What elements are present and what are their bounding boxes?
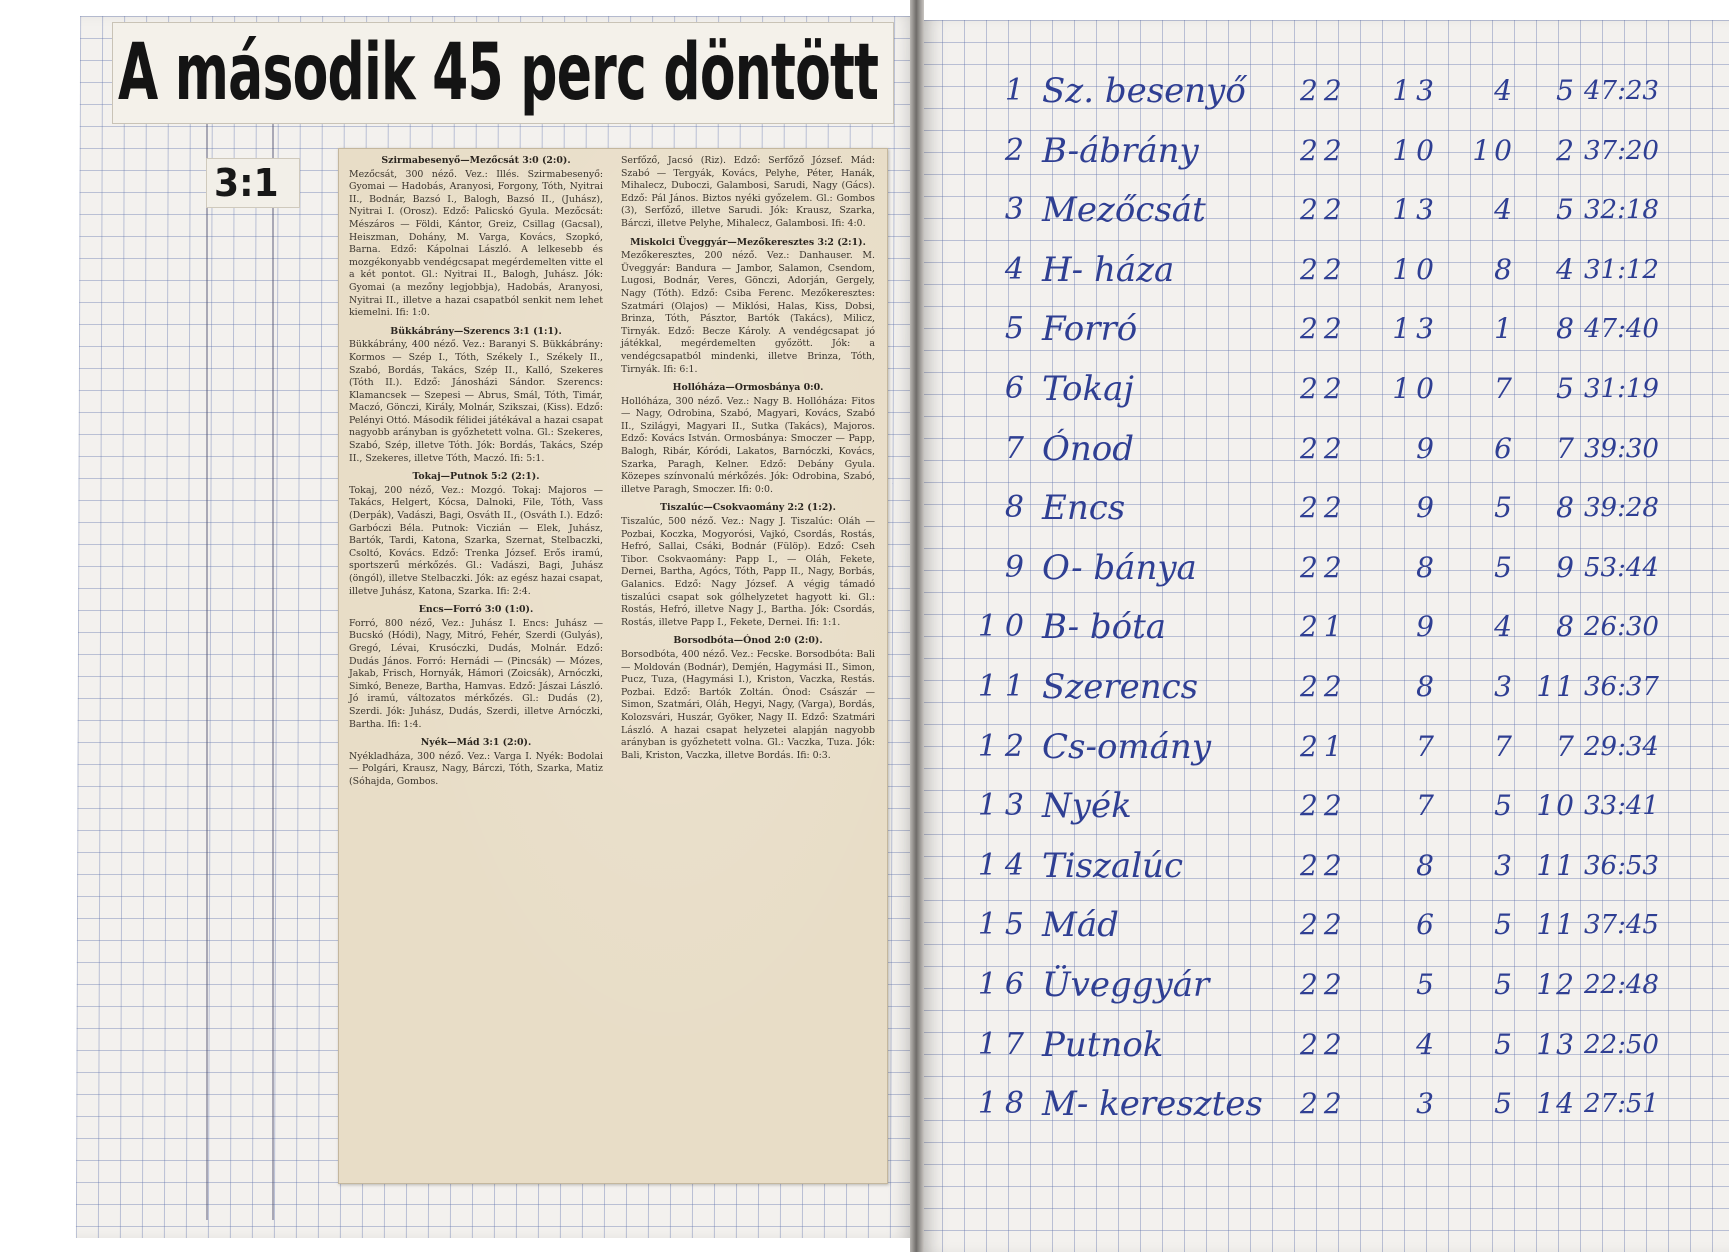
position-number: 3	[1004, 192, 1032, 228]
match-report-text: Mezőkeresztes, 200 néző. Vez.: Danhauser. M. Üveggyár: Bandura — Jambor, Salamon, Csendom, Lugosi, Bodnár, Veres, Gönczi, Adorján, Gergely, Nagy (Tóth). Edző: Csiba Ferenc. Mezőkeresztes: Szatmári (Olajos) — Miklósi, Halas, Kiss, Dobsi, Brinza, Tóth, Pásztor, Bartók (Takács), Milicz, Tirnyák. Edző: Becze Károly. A vendégcsapat jó játékkal, megérdemelten győzött. Jók: a vendégcsapatból mindenki, illetve Brinza, Tóth, Tirnyák. Ifi: 6:1.	[621, 250, 875, 375]
games-played: 22	[1300, 74, 1348, 107]
team-name: Ónod	[1042, 428, 1135, 469]
goal-ratio: 29:34	[1584, 731, 1659, 762]
headline: A második 45 perc döntött	[118, 28, 879, 118]
goal-ratio: 22:48	[1584, 970, 1659, 1000]
standings-row	[960, 122, 1729, 180]
wins-count: 5	[1416, 968, 1440, 1001]
team-name: Sz. besenyő	[1042, 71, 1246, 111]
match-report	[349, 737, 603, 788]
match-report	[621, 382, 875, 496]
losses-count: 11	[1536, 670, 1576, 703]
newspaper-clipping	[338, 148, 888, 1184]
wins-count: 8	[1416, 550, 1440, 584]
match-report-text: Serfőző, Jacsó (Riz). Edző: Serfőző József. Mád: Szabó — Tergyák, Kovács, Pelyhe, Péter, Hanák, Mihalecz, Duboczi, Galambosi, Sarudi, Nagy (Gács). Edző: Pál János. Biztos nyéki győzelem. Gl.: Gombos (3), Serfőző, illetve Sarudi. Jók: Krausz, Szarka, Bárczi, illetve Pelyhe, Mihalecz, Galambosi. Ifi: 4:0.	[621, 155, 875, 229]
wins-count: 9	[1416, 610, 1440, 644]
goal-ratio: 31:19	[1584, 374, 1659, 404]
wins-count: 13	[1392, 312, 1440, 346]
wins-count: 3	[1416, 1087, 1440, 1121]
losses-count: 10	[1536, 789, 1576, 823]
goal-ratio: 32:18	[1584, 195, 1659, 226]
standings-row	[960, 539, 1729, 597]
match-report-text: Tokaj, 200 néző, Vez.: Mozgó. Tokaj: Majoros — Takács, Helgert, Kócsa, Dalnoki, File, Tóth, Vass (Derpák), Vadászi, Bagi, Osváth II., (Osváth I.). Edző: Garbóczi Béla. Putnok: Viczián — Elek, Juhász, Bartók, Tardi, Katona, Szarka, Szernat, Stelbaczki, Csoltó, Kovács. Edző: Trenka József. Erős iramú, sportszerű mérkőzés. Gl.: Vadászi, Bagi, Juhász (öngól), illetve Stelbaczki. Jók: az egész hazai csapat, illetve Juhász, Katona, Szarka. Ifi: 2:4.	[349, 484, 603, 597]
match-report	[621, 502, 875, 629]
match-report-heading: Bükkábrány—Szerencs 3:1 (1:1).	[390, 325, 562, 337]
losses-count: 8	[1556, 610, 1576, 644]
match-report	[349, 155, 603, 320]
goal-ratio: 36:37	[1584, 672, 1659, 702]
goal-ratio: 53:44	[1584, 552, 1659, 583]
notebook-spine	[910, 0, 924, 1252]
losses-count: 7	[1556, 729, 1576, 763]
losses-count: 8	[1556, 312, 1576, 346]
team-name: Szerencs	[1042, 667, 1199, 707]
draws-count: 4	[1494, 610, 1516, 644]
wins-count: 7	[1416, 729, 1440, 763]
position-number: 14	[977, 847, 1032, 883]
losses-count: 2	[1556, 133, 1576, 167]
draws-count: 10	[1472, 133, 1516, 167]
goal-ratio: 47:23	[1584, 76, 1659, 106]
team-name: Tokaj	[1042, 369, 1134, 409]
goal-ratio: 27:51	[1584, 1089, 1659, 1120]
position-number: 15	[977, 907, 1032, 943]
losses-count: 11	[1536, 908, 1576, 942]
draws-count: 5	[1494, 1027, 1516, 1061]
team-name: Forró	[1042, 309, 1138, 350]
team-name: Mezőcsát	[1042, 190, 1206, 231]
wins-count: 9	[1416, 491, 1440, 525]
team-name: Üveggyár	[1042, 965, 1210, 1005]
position-number: 6	[1004, 371, 1032, 406]
standings-row	[960, 1016, 1729, 1074]
losses-count: 4	[1556, 252, 1576, 286]
standings-row	[960, 598, 1729, 656]
match-report-heading: Encs—Forró 3:0 (1:0).	[418, 604, 534, 616]
goal-ratio: 47:40	[1584, 314, 1659, 345]
games-played: 22	[1300, 491, 1348, 525]
score-label: 3:1	[214, 161, 279, 205]
match-report	[621, 635, 875, 762]
match-report-text: Bükkábrány, 400 néző. Vez.: Baranyi S. Bükkábrány: Kormos — Szép I., Tóth, Székely I., Székely II., Szabó, Bordás, Takács, Szép II., Kalló, Szekeres (Tóth II.). Edző: Jánosházi Sándor. Szerencs: Klamancsek — Szepesi — Abrus, Smál, Tóth, Timár, Maczó, Gönczi, Király, Molnár, Szikszai, (Kiss). Edző: Pelényi Ottó. Második félidei játékával a hazai csapat nagyobb arányban is győzhetett volna. Gl.: Szekeres, Szabó, Szép, illetve Tóth. Jók: Bordás, Takács, Szép II., Szekeres, illetve Tóth, Maczó. Ifi: 5:1.	[349, 339, 603, 464]
draws-count: 8	[1494, 252, 1516, 286]
wins-count: 13	[1392, 193, 1440, 227]
losses-count: 8	[1556, 491, 1576, 525]
match-report-text: Borsodbóta, 400 néző. Vez.: Fecske. Borsodbóta: Bali — Moldován (Bodnár), Demjén, Hagymási II., Simon, Pucz, Tuza, (Hagymási I.), Kriston, Vaczka, Restás. Pozbai. Edző: Bartók Zoltán. Ónod: Császár — Simon, Szatmári, Oláh, Hegyi, Nagy, (Varga), Bordás, Kolozsvári, Huszár, Gyöker, Nagy II. Edző: Szatmári László. A hazai csapat helyzetei alapján nagyobb arányban is győzhetett volna. Gl.: Vaczka, Tuza. Jók: Bali, Kriston, Vaczka, illetve Bordás. Ifi: 0:3.	[621, 648, 875, 761]
losses-count: 5	[1556, 193, 1576, 227]
match-report-text: Nyékladháza, 300 néző. Vez.: Varga I. Nyék: Bodolai — Polgári, Krausz, Nagy, Bárczi, Tóth, Szarka, Matiz (Sóhajda, Gombos.	[349, 750, 603, 787]
position-number: 4	[1004, 251, 1032, 287]
games-played: 22	[1300, 968, 1348, 1001]
standings-row	[960, 718, 1729, 776]
team-name: Tiszalúc	[1042, 845, 1183, 886]
match-report-heading: Borsodbóta—Ónod 2:0 (2:0).	[673, 635, 823, 647]
position-number: 8	[1004, 490, 1032, 526]
draws-count: 7	[1494, 729, 1516, 763]
standings-row	[960, 420, 1729, 478]
team-name: B- bóta	[1042, 607, 1167, 648]
standings-row	[960, 360, 1729, 418]
position-number: 12	[977, 728, 1032, 764]
standings-row	[960, 896, 1729, 954]
draws-count: 7	[1494, 372, 1516, 405]
games-played: 22	[1300, 789, 1348, 823]
match-report-text: Hollóháza, 300 néző. Vez.: Nagy B. Hollóháza: Fitos — Nagy, Odrobina, Szabó, Magyari, Kovács, Szabó II., Szilágyi, Magyari II., Sutka (Takács), Majoros. Edző: Kovács István. Ormosbánya: Smoczer — Papp, Balogh, Ribár, Kóródi, Lakatos, Barnóczki, Kovács, Szarka, Paragh, Kelner. Edző: Debány Gyula. Közepes színvonalú mérkőzés. Jók: Odrobina, Szabó, illetve Paragh, Smoczer. Ifi: 0:0.	[621, 395, 875, 495]
wins-count: 9	[1416, 431, 1440, 465]
match-report-heading: Szirmabesenyő—Mezőcsát 3:0 (2:0).	[381, 155, 571, 166]
draws-count: 3	[1494, 670, 1516, 703]
games-played: 22	[1300, 848, 1348, 882]
match-report	[621, 155, 875, 231]
losses-count: 9	[1556, 550, 1576, 584]
team-name: Nyék	[1042, 786, 1132, 827]
games-played: 22	[1300, 550, 1348, 584]
team-name: H- háza	[1042, 249, 1175, 290]
match-report	[349, 471, 603, 598]
match-report-text: Tiszalúc, 500 néző. Vez.: Nagy J. Tiszalúc: Oláh — Pozbai, Koczka, Mogyorósi, Vajkó, Csordás, Rostás, Hefró, Sallai, Csáki, Bodnár (Fülöp). Edző: Cseh Tibor. Csokvaomány: Papp I., — Oláh, Fekete, Dernei, Bartha, Agócs, Tóth, Papp II., Nagy, Borbás, Galanics. Edző: Nagy József. A végig támadó tiszalúci csapat sok gólhelyzetet hagyott ki. Gl.: Rostás, Hefró, illetve Nagy J., Bartha. Jók: Csordás, Rostás, illetve Papp I., Fekete, Dernei. Ifi: 1:1.	[621, 516, 875, 628]
position-number: 18	[977, 1086, 1032, 1122]
standings-row	[960, 479, 1729, 537]
wins-count: 10	[1392, 133, 1440, 167]
match-report-text: Mezőcsát, 300 néző. Vez.: Illés. Szirmabesenyő: Gyomai — Hadobás, Aranyosi, Forgony, Tóth, Nyitrai II., Bodnár, Bazsó I., Balogh, Bazsó II., (Juhász), Nyitrai I. (Orosz). Edző: Palicskó Gyula. Mezőcsát: Mészáros — Földi, Kántor, Greiz, Csillag (Gacsal), Heiszman, Dohány, M. Varga, Kovács, Szopkó, Barna. Edző: Kápolnai László. A lelkesebb és mozgékonyabb vendégcsapat megérdemelten vitte el a két pontot. Gl.: Nyitrai II., Balogh, Juhász. Jók: Gyomai (a mezőny legjobbja), Hadobás, Aranyosi, Nyitrai II., illetve a hazai csapatból senkit nem lehet kiemelni. Ifi: 1:0.	[349, 168, 603, 319]
standings-row	[960, 62, 1729, 120]
position-number: 5	[1004, 311, 1032, 347]
goal-ratio: 31:12	[1584, 254, 1659, 285]
games-played: 22	[1300, 312, 1348, 346]
standings-row	[960, 300, 1729, 358]
wins-count: 6	[1416, 908, 1440, 942]
standings-row	[960, 956, 1729, 1014]
games-played: 22	[1300, 431, 1348, 465]
wins-count: 4	[1416, 1027, 1440, 1061]
games-played: 22	[1300, 133, 1348, 167]
losses-count: 11	[1536, 848, 1576, 882]
draws-count: 4	[1494, 193, 1516, 227]
position-number: 16	[977, 967, 1032, 1002]
losses-count: 14	[1536, 1087, 1576, 1121]
draws-count: 3	[1494, 848, 1516, 882]
match-report-heading: Nyék—Mád 3:1 (2:0).	[420, 737, 532, 749]
position-number: 7	[1004, 430, 1032, 466]
wins-count: 8	[1416, 670, 1440, 703]
goal-ratio: 37:45	[1584, 910, 1659, 941]
wins-count: 10	[1392, 252, 1440, 286]
standings-row	[960, 777, 1729, 835]
games-played: 21	[1300, 610, 1348, 644]
games-played: 22	[1300, 670, 1348, 703]
match-report-heading: Miskolci Üveggyár—Mezőkeresztes 3:2 (2:1).	[630, 236, 866, 248]
draws-count: 5	[1494, 1087, 1516, 1121]
draws-count: 5	[1494, 491, 1516, 525]
match-report	[621, 237, 875, 377]
goal-ratio: 39:28	[1584, 493, 1659, 524]
margin-line	[272, 120, 274, 1220]
losses-count: 7	[1556, 431, 1576, 465]
position-number: 17	[977, 1026, 1032, 1062]
team-name: Cs-omány	[1042, 726, 1212, 767]
standings-row	[960, 837, 1729, 895]
draws-count: 1	[1494, 312, 1516, 346]
team-name: Encs	[1042, 488, 1126, 529]
team-name: B-ábrány	[1042, 130, 1199, 171]
draws-count: 6	[1494, 431, 1516, 465]
match-report	[349, 326, 603, 466]
games-played: 22	[1300, 193, 1348, 227]
games-played: 22	[1300, 1027, 1348, 1061]
draws-count: 5	[1494, 550, 1516, 584]
losses-count: 5	[1556, 372, 1576, 405]
standings-row	[960, 181, 1729, 239]
goal-ratio: 37:20	[1584, 135, 1659, 166]
games-played: 21	[1300, 729, 1348, 763]
goal-ratio: 26:30	[1584, 612, 1659, 643]
match-report-heading: Hollóháza—Ormosbánya 0:0.	[672, 382, 824, 394]
position-number: 1	[1004, 73, 1032, 108]
position-number: 9	[1004, 549, 1032, 585]
wins-count: 7	[1416, 789, 1440, 823]
match-report-text: Forró, 800 néző, Vez.: Juhász I. Encs: Juhász — Bucskó (Hódi), Nagy, Mitró, Fehér, Szerdi (Gulyás), Gregó, Lévai, Krusóczki, Dudás, Molnár. Edző: Dudás János. Forró: Hernádi — (Pincsák) — Mózes, Jakab, Frisch, Hornyák, Hámori (Zoicsák), Arnóczki, Simkó, Beneze, Bartha, Hamvas. Edző: Jászai László. Jó iramú, változatos mérkőzés. Gl.: Dudás (2), Szerdi. Jók: Juhász, Dudás, Szerdi, illetve Arnóczki, Bartha. Ifi: 1:4.	[349, 617, 603, 730]
wins-count: 13	[1392, 74, 1440, 107]
games-played: 22	[1300, 908, 1348, 942]
match-report	[349, 604, 603, 731]
draws-count: 5	[1494, 908, 1516, 942]
draws-count: 5	[1494, 789, 1516, 823]
goal-ratio: 22:50	[1584, 1029, 1659, 1060]
games-played: 22	[1300, 1087, 1348, 1121]
team-name: Putnok	[1042, 1024, 1164, 1065]
games-played: 22	[1300, 372, 1348, 405]
position-number: 13	[977, 788, 1032, 824]
draws-count: 4	[1494, 74, 1516, 107]
position-number: 10	[977, 609, 1032, 645]
standings-row	[960, 658, 1729, 716]
team-name: Mád	[1042, 905, 1119, 946]
match-report-heading: Tokaj—Putnok 5:2 (2:1).	[412, 471, 540, 483]
standings-row	[960, 1075, 1729, 1133]
losses-count: 5	[1556, 74, 1576, 107]
games-played: 22	[1300, 252, 1348, 286]
team-name: O- bánya	[1042, 547, 1197, 588]
match-report-heading: Tiszalúc—Csokvaomány 2:2 (1:2).	[660, 502, 836, 514]
draws-count: 5	[1494, 968, 1516, 1001]
losses-count: 12	[1536, 968, 1576, 1001]
clipping-column-left	[349, 155, 603, 795]
clipping-column-right	[621, 155, 875, 768]
position-number: 11	[977, 669, 1032, 704]
wins-count: 10	[1392, 372, 1440, 405]
standings-row	[960, 241, 1729, 299]
goal-ratio: 36:53	[1584, 850, 1659, 881]
position-number: 2	[1004, 132, 1032, 168]
losses-count: 13	[1536, 1027, 1576, 1061]
goal-ratio: 39:30	[1584, 433, 1659, 464]
goal-ratio: 33:41	[1584, 791, 1659, 822]
team-name: M- keresztes	[1042, 1084, 1263, 1125]
wins-count: 8	[1416, 848, 1440, 882]
margin-line	[206, 120, 208, 1220]
